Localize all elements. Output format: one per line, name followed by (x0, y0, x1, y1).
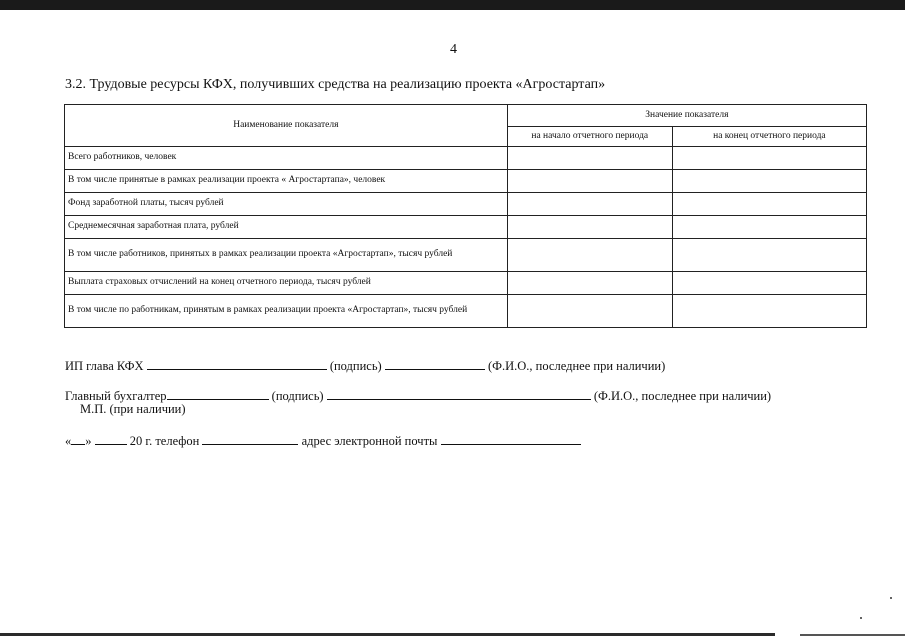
header-indicator-name: Наименование показателя (65, 105, 508, 147)
value-end-cell[interactable] (672, 170, 866, 193)
value-start-cell[interactable] (507, 239, 672, 272)
fio-label: (Ф.И.О., последнее при наличии) (487, 359, 666, 373)
page-number: 4 (450, 42, 457, 57)
table-row (65, 295, 867, 328)
row-label: Фонд заработной платы, тысяч рублей (65, 193, 508, 216)
accountant-label: Главный бухгалтер (65, 389, 167, 403)
scan-edge-bottom-right (800, 634, 905, 636)
value-end-cell[interactable] (672, 216, 866, 239)
phone-field[interactable] (202, 432, 298, 445)
year-suffix: г. телефон (145, 434, 200, 448)
indicators-table (64, 104, 867, 328)
value-start-cell[interactable] (507, 147, 672, 170)
value-end-cell[interactable] (672, 295, 866, 328)
row-label: Выплата страховых отчислений на конец отчетного периода, тысяч рублей (65, 272, 508, 295)
table-row (65, 147, 867, 170)
head-signature-line (65, 357, 665, 374)
scan-edge-bottom (0, 633, 775, 636)
value-end-cell[interactable] (672, 239, 866, 272)
value-start-cell[interactable] (507, 272, 672, 295)
row-label: Всего работников, человек (65, 147, 508, 170)
date-close-quote: » (85, 434, 92, 448)
date-open-quote: « (65, 434, 72, 448)
date-contact-line (65, 432, 581, 449)
accountant-signature-field[interactable] (167, 387, 269, 400)
head-label: ИП глава КФХ (65, 359, 144, 373)
head-name-field[interactable] (385, 357, 485, 370)
scan-speck (890, 597, 892, 599)
signature-label: (подпись) (271, 389, 324, 403)
value-end-cell[interactable] (672, 272, 866, 295)
header-indicator-value: Значение показателя (507, 105, 866, 127)
signature-label: (подпись) (329, 359, 382, 373)
month-field[interactable] (95, 432, 127, 445)
table-row (65, 239, 867, 272)
value-end-cell[interactable] (672, 147, 866, 170)
scan-speck (860, 617, 862, 619)
header-period-end: на конец отчетного периода (672, 127, 866, 147)
table-row (65, 216, 867, 239)
scan-edge-top (0, 0, 905, 10)
table-row (65, 170, 867, 193)
row-label: В том числе принятые в рамках реализации проекта « Агростартапа», человек (65, 170, 508, 193)
year-label: 20 (129, 434, 143, 448)
value-end-cell[interactable] (672, 193, 866, 216)
email-field[interactable] (441, 432, 581, 445)
value-start-cell[interactable] (507, 193, 672, 216)
header-period-start: на начало отчетного периода (507, 127, 672, 147)
value-start-cell[interactable] (507, 216, 672, 239)
accountant-name-field[interactable] (327, 387, 591, 400)
row-label: В том числе по работникам, принятым в рамках реализации проекта «Агростартап», тысяч рублей (65, 295, 508, 328)
table-row (65, 272, 867, 295)
value-start-cell[interactable] (507, 295, 672, 328)
row-label: В том числе работников, принятых в рамках реализации проекта «Агростартап», тысяч рублей (65, 239, 508, 272)
value-start-cell[interactable] (507, 170, 672, 193)
row-label: Среднемесячная заработная плата, рублей (65, 216, 508, 239)
fio-label: (Ф.И.О., последнее при наличии) (593, 389, 772, 403)
stamp-label: М.П. (при наличии) (80, 402, 186, 416)
email-label: адрес электронной почты (301, 434, 438, 448)
head-signature-field[interactable] (147, 357, 327, 370)
section-title: 3.2. Трудовые ресурсы КФХ, получивших средства на реализацию проекта «Агростартап» (65, 77, 606, 92)
table-header-row (65, 105, 867, 127)
day-field[interactable] (71, 432, 85, 445)
table-row (65, 193, 867, 216)
